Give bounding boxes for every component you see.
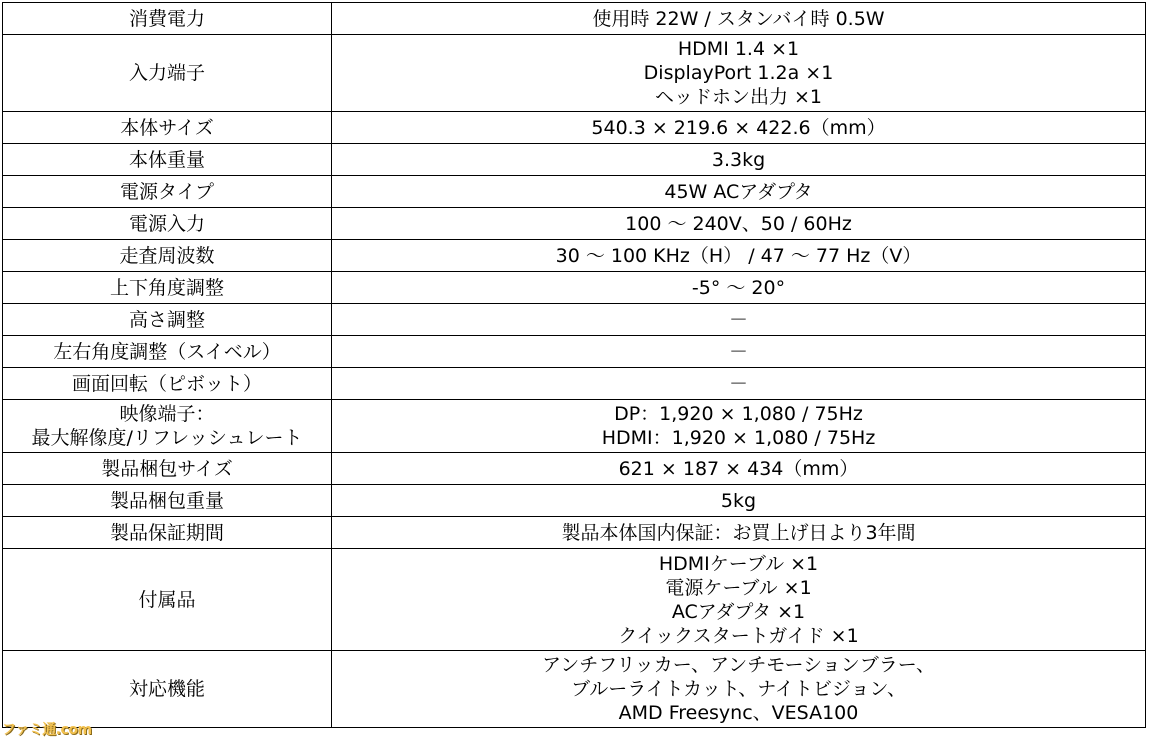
- spec-value-line: 621 × 187 × 434（mm）: [618, 457, 859, 480]
- spec-value: [332, 485, 1146, 517]
- spec-label-line: 上下角度調整: [109, 276, 224, 299]
- spec-label: [3, 517, 332, 549]
- spec-value-line: －: [728, 372, 748, 395]
- spec-label: [3, 3, 332, 35]
- spec-value-line: 3.3kg: [711, 148, 766, 171]
- spec-label: [3, 549, 332, 651]
- spec-label-line: 対応機能: [128, 678, 205, 700]
- spec-value: [332, 112, 1146, 144]
- spec-label-line: 画面回転（ピボット）: [71, 372, 262, 395]
- spec-value-line: 製品本体国内保証：お買上げ日より3年間: [561, 521, 916, 544]
- spec-label-line: 本体重量: [128, 148, 205, 171]
- spec-value-line: HDMI：1,920 × 1,080 / 75Hz: [601, 427, 876, 449]
- spec-row: [3, 144, 1146, 176]
- spec-label: [3, 272, 332, 304]
- spec-value-line: クイックスタートガイド ×1: [618, 624, 859, 647]
- spec-value-line: 5kg: [720, 489, 757, 512]
- famitsu-watermark-logo: ファミ通.com: [2, 722, 92, 738]
- spec-label-line: 製品梱包サイズ: [101, 457, 233, 480]
- spec-label: [3, 144, 332, 176]
- spec-row: [3, 208, 1146, 240]
- spec-value-line: AMD Freesync、VESA100: [618, 702, 859, 724]
- spec-row: [3, 400, 1146, 453]
- spec-value-line: ブルーライトカット、ナイトビジョン、: [571, 678, 906, 700]
- spec-label-line: 消費電力: [128, 7, 205, 30]
- spec-label: [3, 485, 332, 517]
- spec-label: [3, 453, 332, 485]
- spec-value: [332, 272, 1146, 304]
- spec-value-line: -5° ～ 20°: [691, 276, 786, 299]
- spec-label-line: 入力端子: [128, 62, 205, 84]
- spec-value-line: 45W ACアダプタ: [664, 180, 813, 203]
- spec-label-line: 映像端子：: [119, 403, 215, 425]
- spec-row: [3, 3, 1146, 35]
- spec-value: [332, 240, 1146, 272]
- spec-row: [3, 549, 1146, 651]
- spec-value-line: DisplayPort 1.2a ×1: [643, 62, 834, 84]
- spec-row: [3, 453, 1146, 485]
- spec-label-line: 製品梱包重量: [109, 489, 224, 512]
- spec-label: [3, 400, 332, 453]
- spec-value-line: 100 ～ 240V、50 / 60Hz: [625, 212, 852, 235]
- spec-value: [332, 368, 1146, 400]
- spec-label: [3, 304, 332, 336]
- spec-row: [3, 272, 1146, 304]
- spec-row: [3, 35, 1146, 112]
- spec-value: [332, 651, 1146, 728]
- spec-label-line: 左右角度調整（スイベル）: [53, 340, 281, 363]
- spec-label: [3, 651, 332, 728]
- spec-row: [3, 651, 1146, 728]
- spec-row: [3, 240, 1146, 272]
- spec-value: [332, 176, 1146, 208]
- spec-value-line: アンチフリッカー、アンチモーションブラー、: [542, 654, 935, 676]
- spec-value-line: ヘッドホン出力 ×1: [654, 86, 823, 108]
- spec-value: [332, 517, 1146, 549]
- spec-value-line: 540.3 × 219.6 × 422.6（mm）: [591, 116, 886, 139]
- spec-label-line: 付属品: [138, 588, 196, 611]
- spec-table-body: [3, 3, 1146, 728]
- spec-label: [3, 368, 332, 400]
- spec-value-line: 電源ケーブル ×1: [665, 576, 812, 599]
- spec-value-line: DP：1,920 × 1,080 / 75Hz: [614, 403, 863, 425]
- spec-value-line: HDMI 1.4 ×1: [677, 38, 800, 60]
- spec-label-line: 走査周波数: [119, 244, 215, 267]
- spec-value-line: 30 ～ 100 KHz（H） / 47 ～ 77 Hz（V）: [555, 244, 922, 267]
- spec-value: [332, 400, 1146, 453]
- spec-value-line: HDMIケーブル ×1: [658, 552, 819, 575]
- spec-table: [2, 2, 1146, 728]
- spec-value-line: －: [728, 308, 748, 331]
- spec-label: [3, 176, 332, 208]
- spec-label-line: 電源入力: [128, 212, 205, 235]
- spec-label: [3, 208, 332, 240]
- spec-row: [3, 517, 1146, 549]
- spec-value: [332, 3, 1146, 35]
- spec-label-line: 高さ調整: [128, 308, 205, 331]
- spec-value: [332, 144, 1146, 176]
- spec-row: [3, 485, 1146, 517]
- spec-value-line: ACアダプタ ×1: [671, 600, 806, 623]
- spec-label-line: 本体サイズ: [120, 116, 214, 139]
- spec-label: [3, 35, 332, 112]
- spec-label: [3, 240, 332, 272]
- spec-value: [332, 304, 1146, 336]
- spec-row: [3, 304, 1146, 336]
- spec-value: [332, 453, 1146, 485]
- spec-row: [3, 176, 1146, 208]
- spec-value-line: 使用時 22W / スタンバイ時 0.5W: [592, 7, 885, 30]
- spec-value: [332, 336, 1146, 368]
- spec-label-line: 電源タイプ: [119, 180, 215, 203]
- spec-label-line: 最大解像度/リフレッシュレート: [31, 427, 303, 449]
- spec-row: [3, 336, 1146, 368]
- spec-value: [332, 549, 1146, 651]
- spec-label: [3, 336, 332, 368]
- spec-label-line: 製品保証期間: [109, 521, 224, 544]
- spec-value: [332, 208, 1146, 240]
- spec-label: [3, 112, 332, 144]
- spec-value-line: －: [728, 340, 748, 363]
- spec-value: [332, 35, 1146, 112]
- spec-row: [3, 112, 1146, 144]
- spec-row: [3, 368, 1146, 400]
